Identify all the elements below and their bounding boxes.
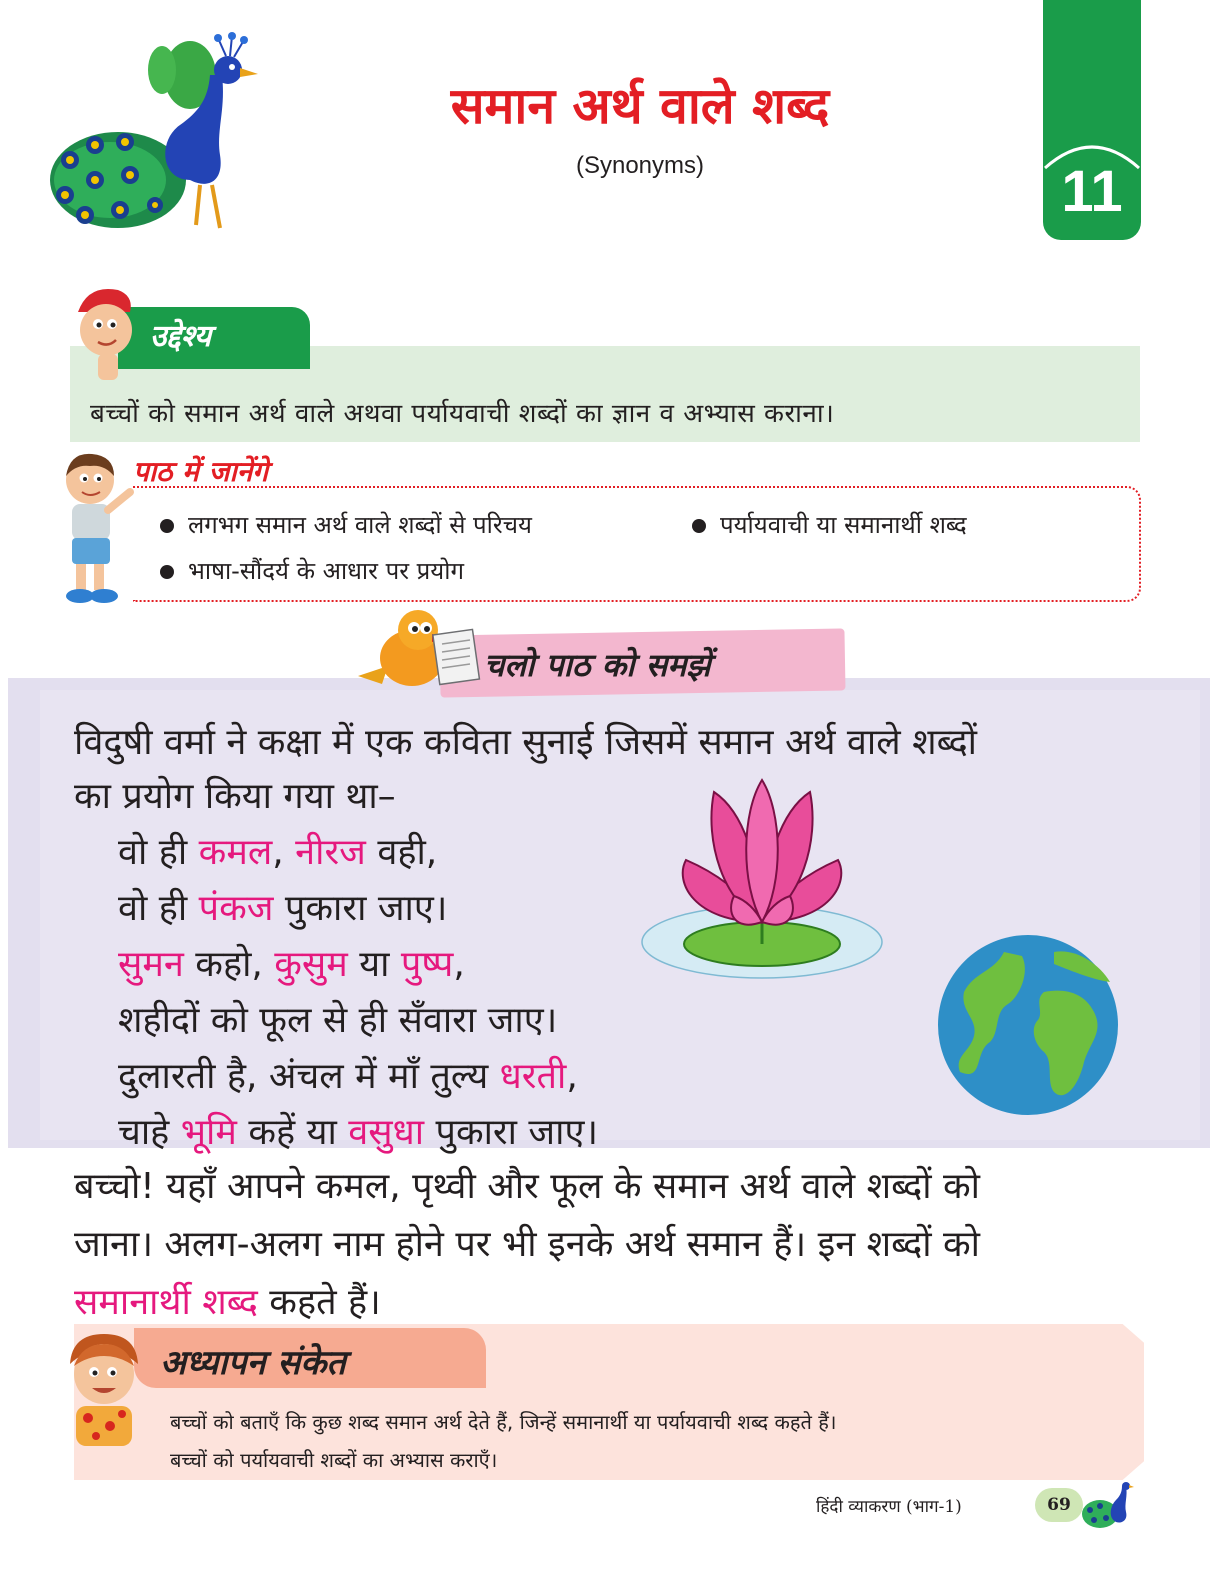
lotus-icon	[634, 772, 890, 984]
learn-item: भाषा-सौंदर्य के आधार पर प्रयोग	[160, 554, 464, 587]
teaching-note-line: बच्चों को बताएँ कि कुछ शब्द समान अर्थ देते हैं, जिन्हें समानार्थी या पर्यायवाची शब्द कहते हैं।	[170, 1410, 837, 1434]
objective-label: उद्देश्य	[150, 319, 212, 354]
synonym-word: भूमि	[180, 1112, 237, 1153]
page-number: 69	[1035, 1488, 1083, 1522]
outro-line: जाना। अलग-अलग नाम होने पर भी इनके अर्थ समान हैं। इन शब्दों को	[74, 1224, 980, 1265]
chapter-number: 11	[1061, 159, 1123, 224]
poem-line: वो ही कमल, नीरज वही,	[118, 832, 438, 873]
poem-line: सुमन कहो, कुसुम या पुष्प,	[118, 944, 465, 985]
bullet-icon	[692, 519, 706, 533]
synonym-word: पुष्प	[400, 944, 454, 985]
synonym-word: कमल	[198, 832, 273, 873]
small-peacock-icon	[1080, 1478, 1138, 1532]
outro-line: बच्चो! यहाँ आपने कमल, पृथ्वी और फूल के समान अर्थ वाले शब्दों को	[74, 1166, 980, 1207]
synonym-word: वसुधा	[348, 1112, 425, 1153]
earth-globe-icon	[934, 932, 1122, 1118]
poem-line: शहीदों को फूल से ही सँवारा जाए।	[118, 1000, 558, 1041]
bird-reading-icon	[352, 606, 484, 694]
intro-line: विदुषी वर्मा ने कक्षा में एक कविता सुनाई जिसमें समान अर्थ वाले शब्दों	[74, 722, 978, 763]
synonym-word: पंकज	[198, 888, 274, 929]
bullet-icon	[160, 565, 174, 579]
teaching-note-heading: अध्यापन संकेत	[160, 1343, 346, 1383]
boy-smiling-icon	[62, 1330, 148, 1446]
boy-pointing-icon	[56, 448, 136, 606]
understand-heading: चलो पाठ को समझें	[484, 646, 711, 684]
poem-line: दुलारती है, अंचल में माँ तुल्य धरती,	[118, 1056, 578, 1097]
page-subtitle: (Synonyms)	[575, 152, 705, 179]
teaching-note-line: बच्चों को पर्यायवाची शब्दों का अभ्यास कराएँ।	[170, 1448, 498, 1472]
objective-text: बच्चों को समान अर्थ वाले अथवा पर्यायवाची शब्दों का ज्ञान व अभ्यास कराना।	[90, 399, 835, 429]
learn-heading: पाठ में जानेंगे	[133, 455, 268, 488]
learn-item: पर्यायवाची या समानार्थी शब्द	[692, 508, 967, 541]
poem-line: वो ही पंकज पुकारा जाए।	[118, 888, 448, 929]
synonym-word: धरती	[499, 1056, 567, 1097]
footer-book-title: हिंदी व्याकरण (भाग-1)	[816, 1497, 962, 1517]
bullet-icon	[160, 519, 174, 533]
boy-peeking-icon	[68, 282, 138, 382]
page-title: समान अर्थ वाले शब्द	[450, 77, 830, 135]
synonym-word: नीरज	[295, 832, 366, 873]
learn-item: लगभग समान अर्थ वाले शब्दों से परिचय	[160, 508, 532, 541]
outro-line: समानार्थी शब्द कहते हैं।	[74, 1282, 381, 1323]
synonym-word: कुसुम	[274, 944, 348, 985]
synonym-word: सुमन	[118, 944, 184, 985]
intro-line: का प्रयोग किया गया था–	[74, 776, 396, 817]
poem-line: चाहे भूमि कहें या वसुधा पुकारा जाए।	[118, 1112, 599, 1153]
highlight-term: समानार्थी शब्द	[74, 1282, 258, 1323]
objective-tab	[118, 307, 310, 369]
